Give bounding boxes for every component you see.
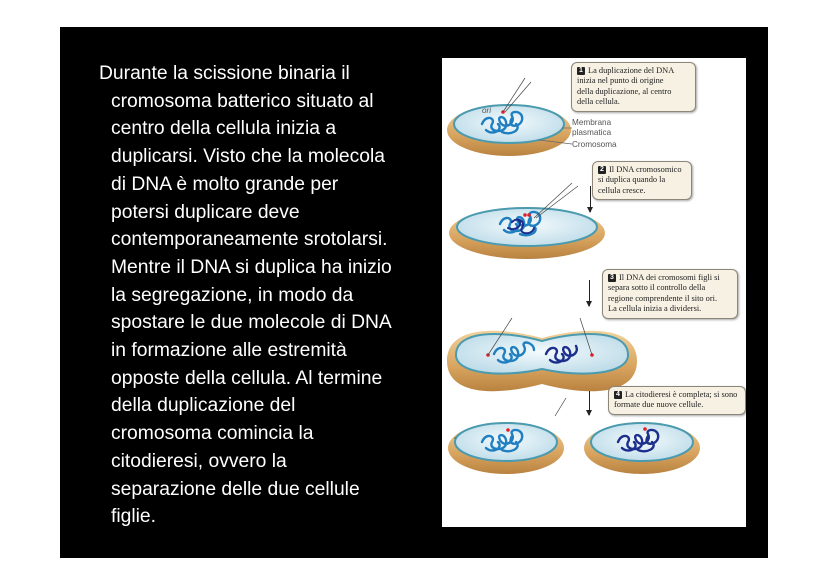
body-line: potersi duplicare deve xyxy=(111,201,300,223)
chromosome-label: Cromosoma xyxy=(572,140,617,149)
down-arrow-icon xyxy=(590,186,591,212)
step-1-callout: 1 La duplicazione del DNA inizia nel punto di origine della duplicazione, al centro della cellula. xyxy=(571,62,696,112)
body-line: figlie. xyxy=(111,506,157,528)
body-line: cromosoma comincia la xyxy=(111,423,314,445)
body-line: separazione delle due cellule xyxy=(111,478,360,500)
slide-body-text xyxy=(99,60,434,531)
body-line: di DNA è molto grande per xyxy=(111,173,339,195)
body-line: opposte della cellula. Al termine xyxy=(111,367,383,389)
down-arrow-icon xyxy=(589,391,590,415)
body-line: la segregazione, in modo da xyxy=(111,284,354,306)
body-line: cromosoma batterico situato al xyxy=(111,90,374,112)
cell-step-3 xyxy=(447,331,637,391)
body-line: contemporaneamente srotolarsi. xyxy=(111,229,388,251)
step-number: 4 xyxy=(614,391,622,399)
cell-step-2 xyxy=(449,207,605,259)
body-line: centro della cellula inizia a xyxy=(111,118,337,140)
body-line: citodieresi, ovvero la xyxy=(111,450,287,472)
cell-step-4-right xyxy=(584,422,700,474)
body-line: duplicarsi. Visto che la molecola xyxy=(111,146,386,168)
body-line: Durante la scissione binaria il xyxy=(99,63,350,84)
step-4-callout: 4 La citodieresi è completa; si sono formate due nuove cellule. xyxy=(608,386,746,415)
step-2-callout: 2 Il DNA cromosomico si duplica quando la cellula cresce. xyxy=(592,161,692,200)
ori-label: ori xyxy=(482,106,492,115)
down-arrow-icon xyxy=(589,280,590,306)
membrane-label: Membrana plasmatica xyxy=(572,118,612,137)
step-3-callout: 3 Il DNA dei cromosomi figli si separa sotto il controllo della regione comprendente il sito ori. La cellula inizia a dividersi. xyxy=(602,269,738,319)
cell-step-4-left xyxy=(448,422,564,474)
body-line: Mentre il DNA si duplica ha inizio xyxy=(111,256,392,278)
body-line: in formazione alle estremità xyxy=(111,340,347,362)
binary-fission-figure xyxy=(442,58,746,527)
step-number: 2 xyxy=(598,166,606,174)
body-line: della duplicazione del xyxy=(111,395,296,417)
body-line: spostare le due molecole di DNA xyxy=(111,312,392,334)
cell-step-1 xyxy=(447,104,571,156)
step-number: 3 xyxy=(608,274,616,282)
step-number: 1 xyxy=(577,67,585,75)
